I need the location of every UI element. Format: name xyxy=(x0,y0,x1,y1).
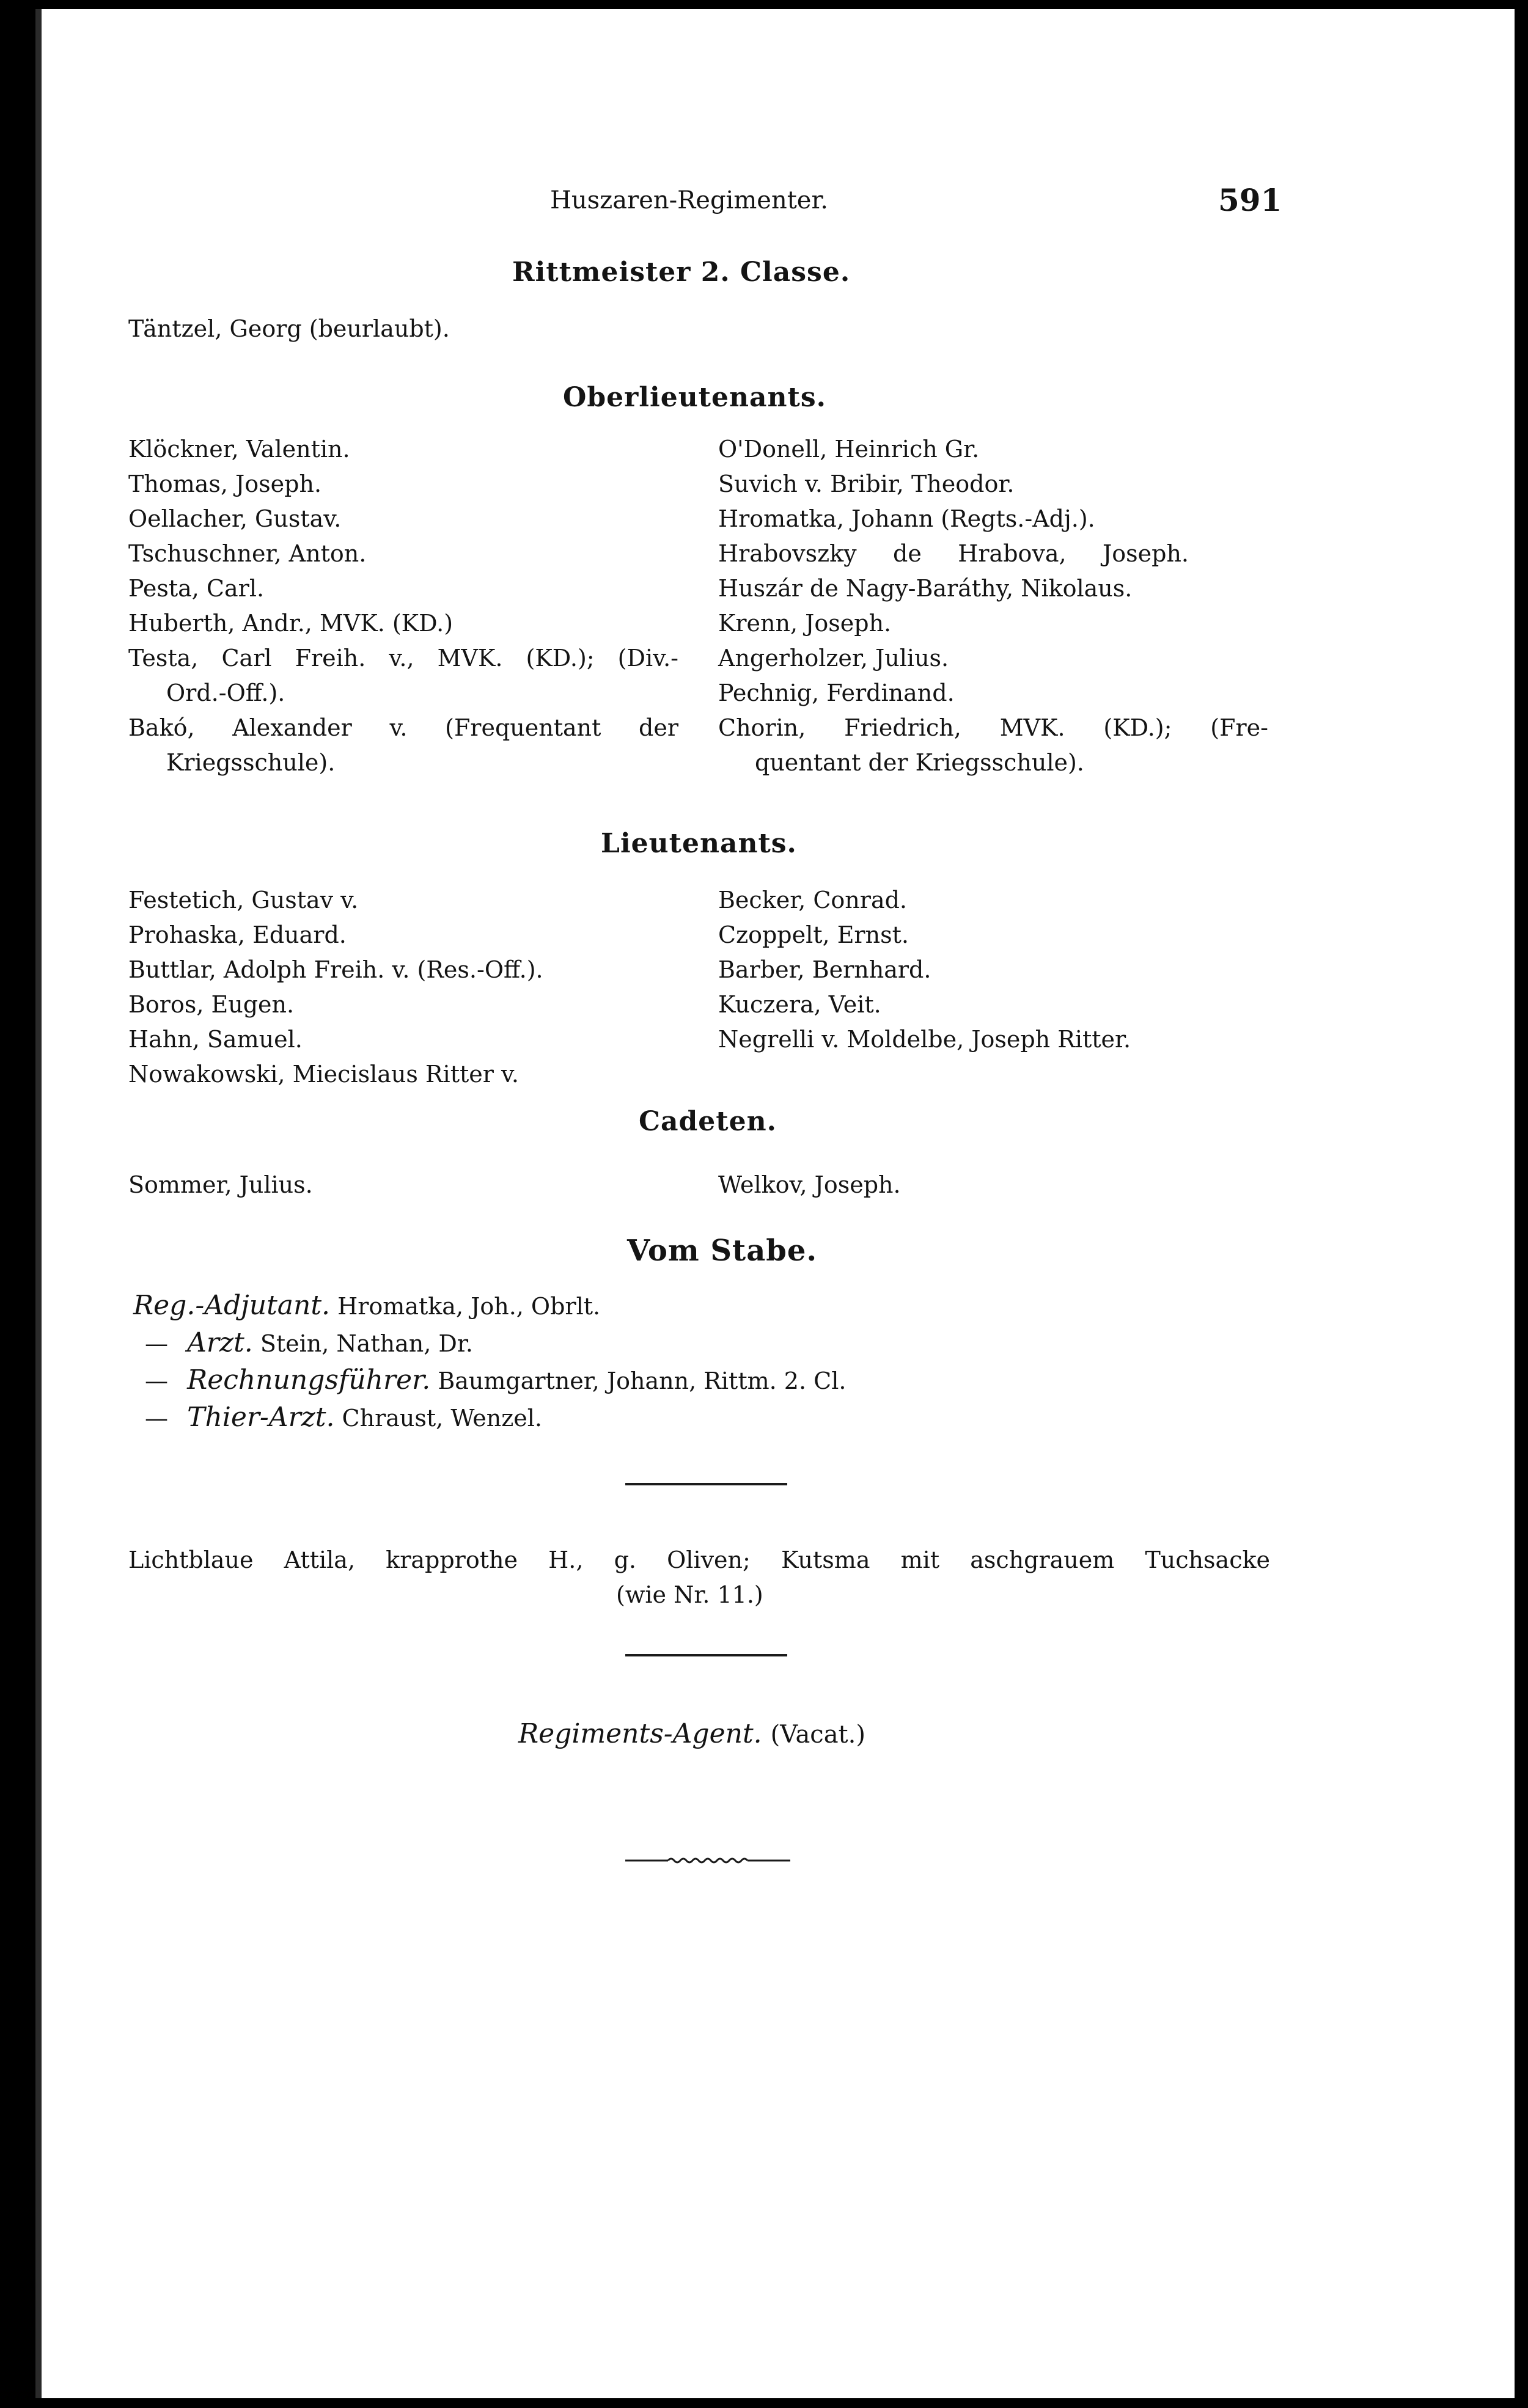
regiments-agent xyxy=(518,1718,865,1749)
list-item: Thomas, Joseph. xyxy=(128,470,322,497)
list-item: Suvich v. Bribir, Theodor. xyxy=(718,470,1015,497)
oberlieutenants-right-column xyxy=(718,432,1268,780)
list-item: Bakó, Alexander v. (Frequentant der xyxy=(128,714,678,741)
oberlieutenants-left-column xyxy=(128,432,678,780)
list-item: Czoppelt, Ernst. xyxy=(718,921,909,948)
staff-row xyxy=(133,1325,1172,1362)
list-item: Barber, Bernhard. xyxy=(718,956,931,983)
list-item: Prohaska, Eduard. xyxy=(128,921,347,948)
list-item: Hromatka, Johann (Regts.-Adj.). xyxy=(718,505,1095,532)
heading-oberlieutenants: Oberlieutenants. xyxy=(563,382,826,413)
staff-row xyxy=(133,1362,1172,1399)
list-item: Oellacher, Gustav. xyxy=(128,505,342,532)
staff-row xyxy=(133,1287,1172,1325)
list-item: Klöckner, Valentin. xyxy=(128,436,350,463)
list-item: Pechnig, Ferdinand. xyxy=(718,679,955,706)
list-item: Nowakowski, Miecislaus Ritter v. xyxy=(128,1061,520,1088)
document-page xyxy=(35,9,1515,2398)
list-item: Festetich, Gustav v. xyxy=(128,887,359,913)
list-item: Krenn, Joseph. xyxy=(718,610,892,637)
lieutenants-right-column xyxy=(718,883,1268,1057)
list-item: Boros, Eugen. xyxy=(128,991,295,1018)
list-item: Testa, Carl Freih. v., MVK. (KD.); (Div.- xyxy=(128,645,678,672)
list-item: Ord.-Off.). xyxy=(166,679,285,706)
list-item: Kriegsschule). xyxy=(166,749,336,776)
list-item: Huszár de Nagy-Baráthy, Nikolaus. xyxy=(718,575,1133,602)
list-item: Welkov, Joseph. xyxy=(718,1171,901,1198)
ditto-dash: — xyxy=(145,1330,168,1357)
list-item: Angerholzer, Julius. xyxy=(718,645,949,672)
divider-rule xyxy=(625,1483,787,1485)
list-item: Kuczera, Veit. xyxy=(718,991,881,1018)
agent-label: Regiments-Agent. xyxy=(518,1718,762,1749)
page-number: 591 xyxy=(1218,182,1282,218)
heading-rittmeister: Rittmeister 2. Classe. xyxy=(512,257,851,288)
list-item: Sommer, Julius. xyxy=(128,1171,313,1198)
ditto-dash: — xyxy=(145,1367,168,1394)
ditto-dash: — xyxy=(145,1405,168,1432)
divider-rule xyxy=(625,1654,787,1656)
lieutenants-left-column xyxy=(128,883,678,1092)
staff-role: Arzt. xyxy=(187,1327,253,1358)
staff-role: Reg.-Adjutant. xyxy=(133,1290,331,1321)
list-item: Chorin, Friedrich, MVK. (KD.); (Fre- xyxy=(718,714,1268,741)
staff-role: Rechnungsführer. xyxy=(187,1364,431,1396)
staff-list xyxy=(133,1287,1172,1436)
list-item: O'Donell, Heinrich Gr. xyxy=(718,436,980,463)
entry-rittmeister: Täntzel, Georg (beurlaubt). xyxy=(128,315,450,342)
agent-value: (Vacat.) xyxy=(770,1721,865,1749)
running-header: Huszaren-Regimenter. xyxy=(550,186,828,214)
staff-name: Chraust, Wenzel. xyxy=(342,1405,542,1432)
heading-lieutenants: Lieutenants. xyxy=(601,828,797,859)
list-item: Becker, Conrad. xyxy=(718,887,908,913)
closing-ornament xyxy=(625,1854,790,1867)
list-item: Hrabovszky de Hrabova, Joseph. xyxy=(718,540,1189,567)
list-item: Tschuschner, Anton. xyxy=(128,540,367,567)
staff-role: Thier-Arzt. xyxy=(187,1402,335,1433)
staff-name: Baumgartner, Johann, Rittm. 2. Cl. xyxy=(438,1367,847,1394)
heading-cadeten: Cadeten. xyxy=(639,1106,777,1137)
heading-vom-stabe: Vom Stabe. xyxy=(627,1234,818,1268)
staff-name: Hromatka, Joh., Obrlt. xyxy=(337,1293,601,1320)
list-item: Pesta, Carl. xyxy=(128,575,265,602)
list-item: Buttlar, Adolph Freih. v. (Res.-Off.). xyxy=(128,956,543,983)
uniform-description-reference: (wie Nr. 11.) xyxy=(616,1581,763,1608)
staff-row xyxy=(133,1399,1172,1436)
list-item: Huberth, Andr., MVK. (KD.) xyxy=(128,610,454,637)
list-item: Hahn, Samuel. xyxy=(128,1026,303,1053)
list-item: quentant der Kriegsschule). xyxy=(755,749,1084,776)
uniform-description: Lichtblaue Attila, krapprothe H., g. Oliven; Kutsma mit aschgrauem Tuchsacke xyxy=(128,1546,1270,1573)
list-item: Negrelli v. Moldelbe, Joseph Ritter. xyxy=(718,1026,1131,1053)
staff-name: Stein, Nathan, Dr. xyxy=(260,1330,473,1357)
